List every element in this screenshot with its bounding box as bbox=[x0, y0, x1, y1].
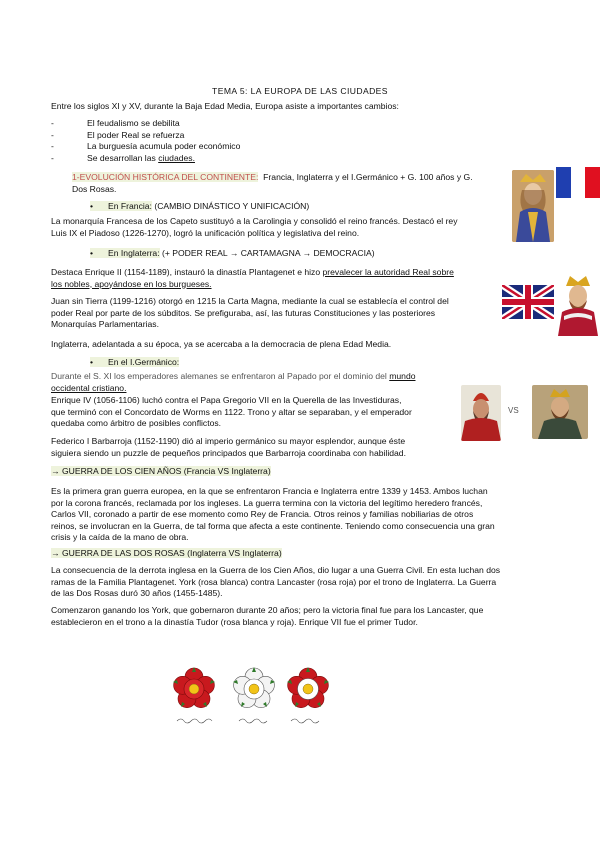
francia-heading-row bbox=[90, 201, 510, 213]
germanico-paragraph-3: Federico I Barbarroja (1152-1190) dió al imperio germánico su mayor esplendor, aunque éste siguiera siendo un puzzle de pequeños principados que Barbarroja coordinaba con habilidad. bbox=[51, 436, 406, 458]
lancaster-rose bbox=[172, 667, 216, 711]
dos-rosas-paragraph-1: La consecuencia de la derrota inglesa en la Guerra de los Cien Años, dio lugar a una Guerra Civil. En esta luchan dos ramas de la Familia Plantagenet. York (rosa blanca) contra Lancaster (rosa roja) por el trono de Inglaterra. La Guerra de las Dos Rosas duró 30 años (1455-1485). bbox=[51, 565, 501, 599]
inglaterra-heading-row bbox=[90, 248, 510, 260]
bullet-icon: • bbox=[90, 357, 94, 367]
uk-flag-icon bbox=[502, 285, 554, 319]
white-rose-icon bbox=[232, 667, 276, 711]
dos-rosas-heading: → GUERRA DE LAS DOS ROSAS (Inglaterra VS Inglaterra) bbox=[51, 548, 282, 558]
uk-flag bbox=[502, 285, 554, 319]
page-title: TEMA 5: LA EUROPA DE LAS CIUDADES bbox=[212, 86, 388, 96]
inglaterra-heading: En Inglaterra: bbox=[108, 248, 160, 258]
gregory-vii-portrait bbox=[461, 385, 501, 441]
signature-mark bbox=[176, 716, 216, 724]
intro-bullet-list bbox=[51, 118, 451, 164]
dos-rosas-paragraph-2: Comenzaron ganando los York, que gobernaron durante 20 años; pero la victoria final fue para los Lancaster, que establecieron en el trono a la dinastía Tudor (rosa blanca y roja). Enrique VII fue el primer Tudor. bbox=[51, 605, 484, 627]
louis-ix-portrait bbox=[512, 170, 554, 242]
francia-subtitle: (CAMBIO DINÁSTICO Y UNIFICACIÓN) bbox=[154, 201, 310, 211]
germanico-paragraph-1: Durante el S. XI los emperadores alemanes se enfrentaron al Papado por el dominio del mundo occidental cristiano. bbox=[51, 371, 416, 393]
tudor-rose-icon bbox=[286, 667, 330, 711]
york-rose bbox=[232, 667, 276, 711]
ciudades-link: ciudades. bbox=[158, 152, 195, 163]
bullet-icon: • bbox=[90, 248, 94, 258]
portrait-icon bbox=[532, 385, 588, 439]
henry-ii-portrait bbox=[556, 272, 600, 336]
versus-label: VS bbox=[508, 406, 519, 415]
henry-iv-portrait bbox=[532, 385, 588, 439]
intro-text: Entre los siglos XI y XV, durante la Baja Edad Media, Europa asiste a importantes cambios: bbox=[51, 101, 399, 111]
bullet-icon: • bbox=[90, 201, 94, 211]
section-1-heading: 1-EVOLUCIÓN HISTÓRICA DEL CONTINENTE: bbox=[72, 172, 259, 182]
portrait-icon bbox=[461, 385, 501, 441]
germanico-heading: En el I.Germánico: bbox=[108, 357, 180, 367]
signature-mark bbox=[238, 716, 272, 724]
germanico-paragraph-2: Enrique IV (1056-1106) luchó contra el Papa Gregorio VII en la Querella de las Investiduras, que terminó con el Concordato de Worms en 1122. Trono y altar se separaban, y el emperador quedaba como árbitro de posibles conflictos. bbox=[51, 395, 412, 429]
section-1: 1-EVOLUCIÓN HISTÓRICA DEL CONTINENTE: Francia, Inglaterra y el I.Germánico + G. 100 años y G. Dos Rosas. bbox=[72, 172, 473, 194]
red-rose-icon bbox=[172, 667, 216, 711]
inglaterra-subtitle: (+ PODER REAL → CARTAMAGNA → DEMOCRACIA) bbox=[161, 248, 375, 258]
inglaterra-paragraph-2: Juan sin Tierra (1199-1216) otorgó en 1215 la Carta Magna, mediante la cual se establecía el control del poder Real por parte de los súbditos. Se prefiguraba, así, las futuras Constituciones y las posteriores Monarquías Parlamentarias. bbox=[51, 296, 449, 330]
portrait-icon bbox=[556, 272, 600, 336]
cien-anos-heading: → GUERRA DE LOS CIEN AÑOS (Francia VS Inglaterra) bbox=[51, 466, 271, 476]
inglaterra-paragraph-3: Inglaterra, adelantada a su época, ya se acercaba a la democracia de plena Edad Media. bbox=[51, 339, 392, 349]
portrait-icon bbox=[512, 170, 554, 242]
france-flag bbox=[556, 167, 600, 198]
list-item: - La burguesía acumula poder económico bbox=[51, 141, 241, 152]
list-item: - El feudalismo se debilita bbox=[51, 118, 180, 128]
tudor-rose bbox=[286, 667, 330, 711]
cien-anos-paragraph: Es la primera gran guerra europea, en la que se enfrentaron Francia e Inglaterra entre 1339 y 1453. Ambos luchan por la corona francés, reclamada por los ingleses. La guerra termina con la victoria del legítimo heredero francés, Carlos VII, coronado a partir de ese momento como Rey de Francia. Otros reinos y familias nobiliarias de otros reinos, se involucran en la Guerra, de tal forma que afecta a este continente. Teniendo como consecuencia una gran crisis y la caída de la mano de obra. bbox=[51, 486, 495, 543]
francia-paragraph: La monarquía Francesa de los Capeto sustituyó a la Carolingia y consolidó el reino francés. Destacó el rey Luis IX el Piadoso (1226-1270), logró la unificación política y legislativa del reino. bbox=[51, 216, 458, 238]
list-item: - Se desarrollan las ciudades. bbox=[51, 152, 195, 163]
francia-heading: En Francia: bbox=[108, 201, 152, 211]
inglaterra-paragraph-1: Destaca Enrique II (1154-1189), instauró la dinastía Plantagenet e hizo prevalecer la autoridad Real sobre los nobles, apoyándose en los burgueses. bbox=[51, 267, 454, 289]
germanico-heading-row bbox=[90, 357, 390, 369]
signature-mark bbox=[290, 716, 326, 724]
list-item: - El poder Real se refuerza bbox=[51, 129, 185, 140]
